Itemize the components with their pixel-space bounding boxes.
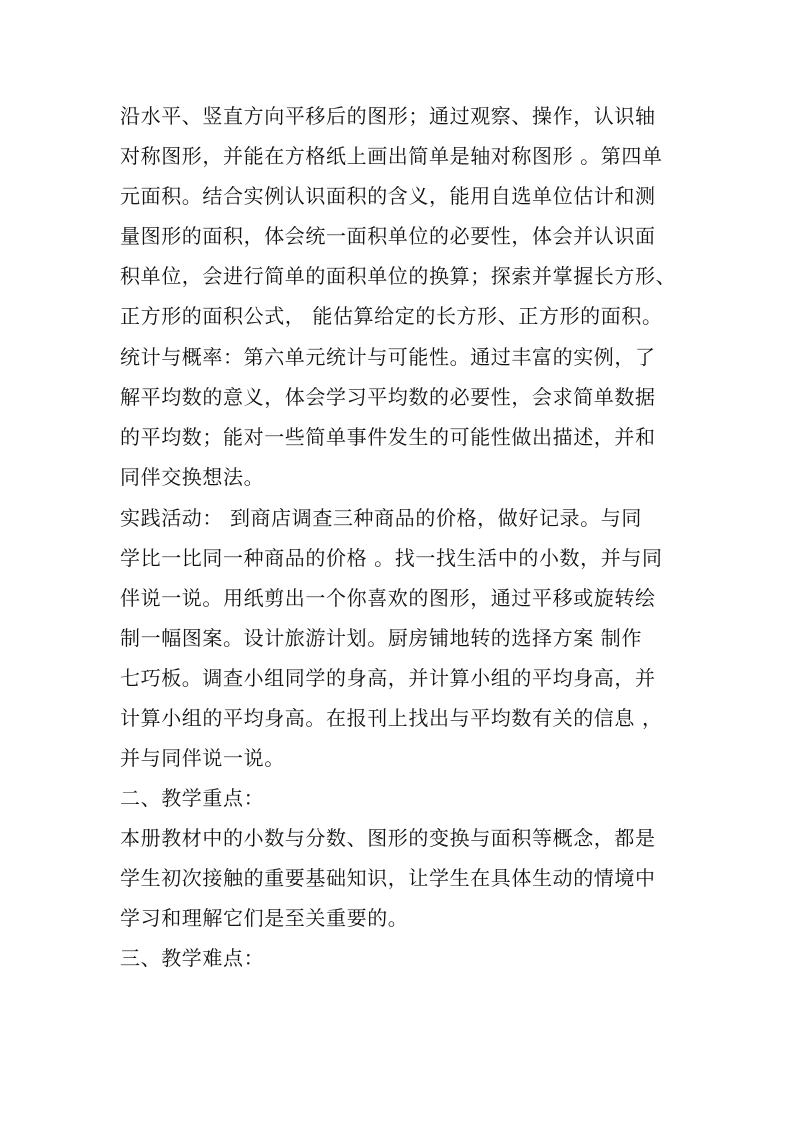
text-line: 同伴交换想法。 [120, 465, 265, 489]
text-line: 元面积。结合实例认识面积的含义，能用自选单位估计和测 [120, 184, 656, 208]
section-heading: 三、教学难点： [120, 946, 265, 970]
text-line: 并与同伴说一说。 [120, 746, 285, 770]
text-line: 的平均数；能对一些简单事件发生的可能性做出描述，并和 [120, 425, 656, 449]
text-line: 统计与概率：第六单元统计与可能性。通过丰富的实例，了 [120, 345, 656, 369]
text-line: 对称图形，并能在方格纸上画出简单是轴对称图形 。第四单 [120, 144, 663, 168]
section-heading: 二、教学重点： [120, 786, 265, 810]
text-line: 本册教材中的小数与分数、图形的变换与面积等概念，都是 [120, 826, 656, 850]
text-line: 学习和理解它们是至关重要的。 [120, 906, 409, 930]
text-line: 计算小组的平均身高。在报刊上找出与平均数有关的信息 ， [120, 706, 663, 730]
text-line: 制一幅图案。设计旅游计划。厨房铺地转的选择方案 制作 [120, 626, 642, 650]
text-line: 解平均数的意义，体会学习平均数的必要性，会求简单数据 [120, 385, 656, 409]
text-line: 积单位，会进行简单的面积单位的换算；探索并掌握长方形、 [120, 264, 677, 288]
text-line: 学生初次接触的重要基础知识，让学生在具体生动的情境中 [120, 866, 656, 890]
text-line: 学比一比同一种商品的价格 。找一找生活中的小数，并与同 [120, 546, 663, 570]
text-line: 沿水平、竖直方向平移后的图形；通过观察、操作，认识轴 [120, 104, 656, 128]
text-line: 量图形的面积，体会统一面积单位的必要性，体会并认识面 [120, 224, 656, 248]
text-line: 七巧板。调查小组同学的身高，并计算小组的平均身高，并 [120, 666, 656, 690]
text-line: 伴说一说。用纸剪出一个你喜欢的图形，通过平移或旋转绘 [120, 586, 656, 610]
text-line: 实践活动： 到商店调查三种商品的价格，做好记录。与同 [120, 506, 642, 530]
text-line: 正方形的面积公式， 能估算给定的长方形、正方形的面积。 [120, 304, 663, 328]
